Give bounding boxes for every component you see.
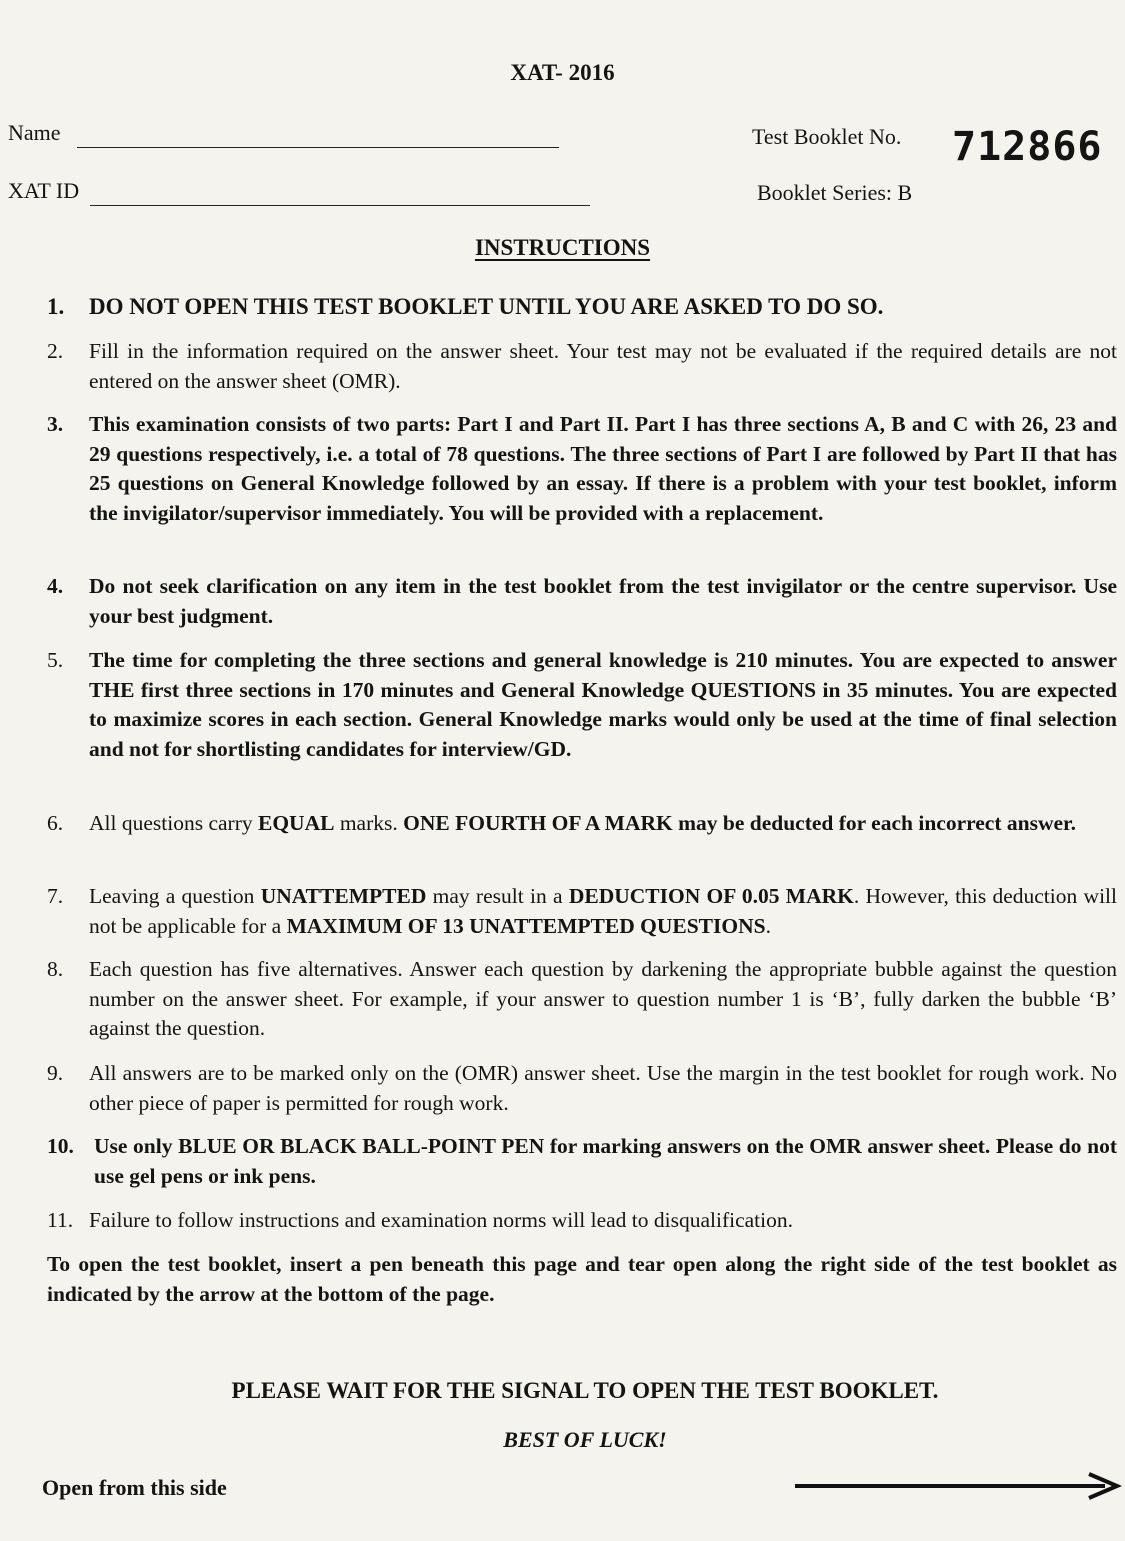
instruction-number: 5. [47,648,64,672]
instruction-text [89,337,1117,396]
instruction-text [89,809,1117,839]
emphasis-text: ONE FOURTH OF A MARK may be deducted for each incorrect answer. [403,811,1076,835]
emphasis-text: EQUAL [257,811,335,835]
instructions-heading: INSTRUCTIONS [474,235,651,260]
instruction-number: 2. [47,339,64,363]
instruction-item-7 [47,882,1117,941]
instruction-text [89,292,1117,322]
instruction-text [89,1206,1117,1236]
instruction-number: 1. [47,294,65,319]
xat-id-label: XAT ID [8,178,80,203]
instruction-item-1 [47,292,1117,322]
instruction-item-10 [47,1132,1117,1191]
instruction-item-9 [47,1059,1117,1118]
instruction-number: 7. [47,884,64,908]
exam-title: XAT- 2016 [510,60,615,85]
tear-open-note: To open the test booklet, insert a pen beneath this page and tear open along the right side of the test booklet as indicated by the arrow at the bottom of the page. [47,1252,1117,1306]
body-text: Failure to follow instructions and examination norms will lead to disqualification. [89,1208,793,1232]
test-booklet-number: 712866 [952,124,1103,170]
body-text: . [765,913,771,938]
instruction-text [89,1059,1117,1118]
open-from-this-side: Open from this side [42,1475,227,1500]
instruction-text [89,410,1117,528]
body-text: marks. [334,811,404,835]
emphasis-text: DO NOT OPEN THIS TEST BOOKLET UNTIL YOU ARE ASKED TO DO SO. [89,294,884,319]
best-of-luck: BEST OF LUCK! [503,1427,667,1452]
instruction-text [89,572,1117,631]
body-text: Each question has five alternatives. Answer each question by darkening the appropriate bubble against the question number on the answer sheet. For example, if your answer to question number 1 is ‘B’, fully darken the bubble ‘B’ against the question. [89,957,1117,1041]
arrow-right-icon [793,1470,1123,1502]
instruction-number: 4. [47,574,64,598]
wait-signal-notice: PLEASE WAIT FOR THE SIGNAL TO OPEN THE TEST BOOKLET. [231,1378,939,1403]
instruction-number: 11. [47,1208,74,1232]
instruction-text [89,882,1117,941]
body-text: Fill in the information required on the answer sheet. Your test may not be evaluated if the required details are not entered on the answer sheet (OMR). [89,339,1117,393]
name-label: Name [8,120,61,145]
body-text: . However, this deduction will not be applicable for a [89,884,1117,938]
instruction-item-4 [47,572,1117,631]
emphasis-text: Do not seek clarification on any item in the test booklet from the test invigilator or the centre supervisor. Use your best judgment. [89,574,1117,628]
emphasis-text: MAXIMUM OF 13 UNATTEMPTED QUESTIONS [286,913,766,938]
instruction-item-8 [47,955,1117,1044]
instruction-item-11 [47,1206,1117,1236]
booklet-series: Booklet Series: B [757,180,913,205]
xat-id-field[interactable] [90,205,590,206]
instruction-item-6 [47,809,1117,839]
instruction-number: 9. [47,1061,64,1085]
name-field[interactable] [77,147,559,148]
emphasis-text: UNATTEMPTED [260,884,427,908]
emphasis-text: The time for completing the three sections and general knowledge is 210 minutes. You are expected to answer THE first three sections in 170 minutes and General Knowledge QUESTIONS in 35 minutes. You are expected to maximize scores in each section. General Knowledge marks would only be used at the time of final selection and not for shortlisting candidates for interview/GD. [89,648,1117,761]
body-text: Leaving a question [89,884,261,908]
emphasis-text: DEDUCTION OF 0.05 MARK [568,884,854,908]
instruction-number: 3. [47,412,64,436]
instruction-number: 8. [47,957,64,981]
instruction-item-3 [47,410,1117,528]
body-text: may result in a [426,884,569,908]
emphasis-text: Use only BLUE OR BLACK BALL-POINT PEN for marking answers on the OMR answer sheet. Please do not use gel pens or ink pens. [94,1134,1117,1188]
instruction-item-2 [47,337,1117,396]
instruction-text [89,955,1117,1044]
body-text: All answers are to be marked only on the (OMR) answer sheet. Use the margin in the test booklet for rough work. No other piece of paper is permitted for rough work. [89,1061,1117,1115]
body-text: All questions carry [89,811,258,835]
test-booklet-label: Test Booklet No. [752,124,902,149]
instruction-text [94,1132,1117,1191]
instruction-number: 10. [47,1134,74,1158]
emphasis-text: This examination consists of two parts: Part I and Part II. Part I has three sections A, B and C with 26, 23 and 29 questions respectively, i.e. a total of 78 questions. The three sections of Part I are followed by Part II that has 25 questions on General Knowledge followed by an essay. If there is a problem with your test booklet, inform the invigilator/supervisor immediately. You will be provided with a replacement. [89,412,1117,525]
instruction-number: 6. [47,811,64,835]
instruction-text [89,646,1117,764]
instruction-item-5 [47,646,1117,764]
